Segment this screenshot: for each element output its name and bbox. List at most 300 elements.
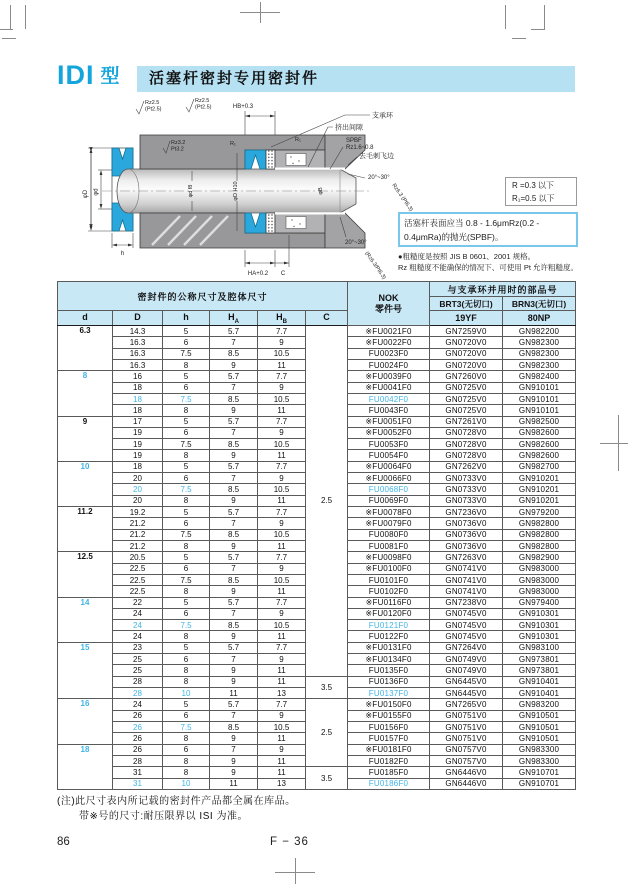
column-header-d: d [58,311,113,326]
cell-nok-part-number: ※FU0131F0 [348,642,430,653]
cell-D: 21.2 [113,540,163,551]
cell-ha: 9 [210,676,258,687]
cell-c: 2.5 [306,326,348,677]
cell-nok-part-number: ※FU0039F0 [348,371,430,382]
surface-finish-note-box [398,212,578,247]
cell-h: 5 [163,326,210,337]
cell-ha: 11 [210,778,258,789]
cell-d: 18 [58,744,113,789]
cell-brn3-part-number: GN982800 [503,529,576,540]
cell-h: 7.5 [163,439,210,450]
chamfer-angle-bottom: 20°~30° [345,240,367,246]
registration-mark [10,5,11,29]
registration-mark [512,38,526,39]
cell-brn3-part-number: GN983300 [503,755,576,766]
cell-ha: 7 [210,563,258,574]
cell-brt3-part-number: GN0728V0 [430,450,503,461]
cell-nok-part-number: ※FU0120F0 [348,608,430,619]
registration-mark [25,5,26,29]
cell-D: 26 [113,710,163,721]
cell-brt3-part-number: GN7263V0 [430,552,503,563]
cell-h: 5 [163,507,210,518]
cell-nok-part-number: ※FU0022F0 [348,337,430,348]
dimension-table [57,281,576,790]
cell-brn3-part-number: GN982600 [503,450,576,461]
cell-h: 8 [163,665,210,676]
cell-D: 28 [113,755,163,766]
svg-text:(Pt2.5): (Pt2.5) [195,104,212,111]
cell-h: 8 [163,733,210,744]
cell-hb: 10.5 [258,574,306,585]
cell-ha: 9 [210,495,258,506]
cell-hb: 11 [258,405,306,416]
cell-D: 26 [113,721,163,732]
cell-brt3-part-number: GN0749V0 [430,654,503,665]
footnote-line2: 带※号的尺寸:耐压限界以 ISI 为准。 [79,811,248,822]
cell-h: 5 [163,461,210,472]
registration-mark [295,858,296,884]
dim-label-od: φD [83,189,89,199]
cell-hb: 11 [258,540,306,551]
registration-mark [544,5,545,29]
table-body [58,326,576,790]
cell-ha: 7 [210,608,258,619]
cell-hb: 11 [258,676,306,687]
cell-brt3-part-number: GN0733V0 [430,473,503,484]
cell-h: 7.5 [163,348,210,359]
cell-brt3-part-number: GN0749V0 [430,665,503,676]
cell-D: 24 [113,608,163,619]
cell-D: 14.3 [113,326,163,337]
chamfer-finish-bottom: (Rz6.3/Pt6.3) [363,250,387,281]
cell-d: 10 [58,461,113,506]
cell-hb: 10.5 [258,439,306,450]
cell-brt3-part-number: GN7261V0 [430,416,503,427]
finish-symbol-2: Rz2.5 [195,98,210,104]
cell-brn3-part-number: GN910301 [503,620,576,631]
model-code: IDI [57,60,95,90]
cell-d: 6.3 [58,326,113,371]
cell-D: 21.2 [113,518,163,529]
cell-nok-part-number: FU0043F0 [348,405,430,416]
cell-h: 8 [163,755,210,766]
cell-h: 10 [163,778,210,789]
shaft-dim-2: φD H10 [233,181,239,201]
cell-d: 15 [58,642,113,699]
cell-brn3-part-number: GN983000 [503,586,576,597]
cell-hb: 11 [258,665,306,676]
cell-brn3-part-number: GN910101 [503,405,576,416]
cell-h: 6 [163,608,210,619]
cell-nok-part-number: ※FU0181F0 [348,744,430,755]
cell-nok-part-number: ※FU0051F0 [348,416,430,427]
cell-h: 8 [163,540,210,551]
cell-ha: 9 [210,359,258,370]
roughness-note-line1: ●粗糙度是按照 JIS B 0601、2001 规格。 [398,252,536,261]
cell-d: 8 [58,371,113,416]
cell-D: 19 [113,439,163,450]
cell-D: 26 [113,733,163,744]
cell-hb: 10.5 [258,529,306,540]
shaft-dim-3: φB [318,187,324,195]
cell-D: 25 [113,665,163,676]
cell-ha: 9 [210,631,258,642]
cell-hb: 7.7 [258,461,306,472]
cell-brn3-part-number: GN910501 [503,721,576,732]
cell-brt3-part-number: GN7264V0 [430,642,503,653]
group-header-backup: 与支承环并用时的部品号 [430,282,576,297]
column-header-ha: $H_A$ [210,311,258,326]
cell-ha: 7 [210,744,258,755]
cell-nok-part-number: FU0156F0 [348,721,430,732]
cell-h: 5 [163,416,210,427]
cell-nok-part-number: FU0185F0 [348,767,430,778]
cell-brn3-part-number: GN910401 [503,688,576,699]
cell-h: 7.5 [163,574,210,585]
cell-D: 20 [113,473,163,484]
cell-hb: 9 [258,382,306,393]
cell-hb: 10.5 [258,393,306,404]
cell-ha: 8.5 [210,393,258,404]
cell-D: 17 [113,416,163,427]
cell-brn3-part-number: GN910201 [503,473,576,484]
table-row [58,676,576,687]
cell-brt3-part-number: GN7265V0 [430,699,503,710]
registration-mark [260,2,261,23]
cell-ha: 8.5 [210,484,258,495]
cell-h: 8 [163,405,210,416]
cell-D: 18 [113,393,163,404]
backup-ring-top [266,150,275,169]
cell-ha: 8.5 [210,620,258,631]
cell-h: 8 [163,767,210,778]
cell-ha: 11 [210,688,258,699]
page-number: 86 [57,836,70,848]
cell-h: 6 [163,337,210,348]
cell-hb: 13 [258,688,306,699]
cell-brn3-part-number: GN982800 [503,540,576,551]
cell-hb: 7.7 [258,552,306,563]
cell-nok-part-number: FU0069F0 [348,495,430,506]
group-header-dimensions: 密封件的公称尺寸及腔体尺寸 [58,282,348,311]
cell-hb: 11 [258,733,306,744]
cell-brn3-part-number: GN910501 [503,733,576,744]
column-header-D: D [113,311,163,326]
cell-h: 8 [163,450,210,461]
cell-D: 24 [113,631,163,642]
cell-d: 11.2 [58,507,113,552]
cell-h: 6 [163,710,210,721]
cell-brt3-part-number: GN7260V0 [430,371,503,382]
cell-brn3-part-number: GN910201 [503,495,576,506]
cell-nok-part-number: ※FU0100F0 [348,563,430,574]
cell-nok-part-number: FU0054F0 [348,450,430,461]
cell-ha: 7 [210,427,258,438]
column-header-h: h [163,311,210,326]
cell-hb: 9 [258,744,306,755]
cell-brn3-part-number: GN982600 [503,439,576,450]
dim-label-c: C [280,271,286,277]
cell-brn3-part-number: GN982800 [503,518,576,529]
cell-d: 14 [58,597,113,642]
cell-ha: 8.5 [210,439,258,450]
cell-c: 3.5 [306,767,348,790]
cell-D: 18 [113,382,163,393]
cell-ha: 5.7 [210,416,258,427]
chamfer-angle-top: 20°~30° [368,175,390,181]
cell-brn3-part-number: GN910101 [503,393,576,404]
column-header-hb: $H_B$ [258,311,306,326]
cell-nok-part-number: FU0136F0 [348,676,430,687]
svg-text:Pt3.2: Pt3.2 [171,146,184,153]
column-header-nok: NOK 零件号 [348,282,430,326]
cell-hb: 9 [258,427,306,438]
cell-nok-part-number: ※FU0098F0 [348,552,430,563]
cell-h: 6 [163,654,210,665]
cell-nok-part-number: ※FU0150F0 [348,699,430,710]
cell-D: 22.5 [113,574,163,585]
cell-hb: 11 [258,450,306,461]
cell-D: 24 [113,699,163,710]
cell-D: 28 [113,688,163,699]
cell-brn3-part-number: GN983200 [503,699,576,710]
cell-D: 24 [113,620,163,631]
cell-hb: 9 [258,518,306,529]
cell-ha: 5.7 [210,552,258,563]
cell-hb: 11 [258,767,306,778]
cell-brn3-part-number: GN982900 [503,552,576,563]
cell-hb: 9 [258,654,306,665]
cell-h: 5 [163,699,210,710]
cell-c: 2.5 [306,699,348,767]
cell-ha: 5.7 [210,507,258,518]
backup-ring-label: 支承环 [372,112,393,120]
registration-mark [600,443,628,444]
cell-ha: 7 [210,654,258,665]
cell-ha: 7 [210,473,258,484]
roughness-notes [398,251,626,273]
cell-brt3-part-number: GN0733V0 [430,484,503,495]
cell-brn3-part-number: GN982600 [503,427,576,438]
cell-h: 8 [163,495,210,506]
cell-ha: 8.5 [210,529,258,540]
cell-h: 5 [163,552,210,563]
radius-label-2: R₁ [295,137,301,143]
cell-ha: 9 [210,586,258,597]
cell-hb: 7.7 [258,507,306,518]
cell-hb: 10.5 [258,348,306,359]
cell-d: 12.5 [58,552,113,597]
cell-ha: 9 [210,540,258,551]
cell-brn3-part-number: GN983100 [503,642,576,653]
cell-D: 18 [113,405,163,416]
cell-brt3-part-number: GN0751V0 [430,733,503,744]
cell-brt3-part-number: GN0741V0 [430,563,503,574]
cell-h: 7.5 [163,393,210,404]
dim-label-id: φd [93,188,100,196]
cell-h: 6 [163,518,210,529]
cell-nok-part-number: ※FU0021F0 [348,326,430,337]
cell-brn3-part-number: GN979400 [503,597,576,608]
cell-D: 28 [113,676,163,687]
cell-ha: 9 [210,755,258,766]
radius-note-box [505,177,577,206]
radius-label-1: R₁ [230,141,236,147]
cell-ha: 7 [210,382,258,393]
cell-ha: 5.7 [210,597,258,608]
cell-nok-part-number: ※FU0155F0 [348,710,430,721]
cell-brt3-part-number: GN0720V0 [430,359,503,370]
cell-D: 16.3 [113,337,163,348]
column-header-19yf: 19YF [430,311,503,326]
cell-h: 8 [163,359,210,370]
cell-D: 18 [113,461,163,472]
cell-h: 6 [163,744,210,755]
backup-ring-bottom [266,213,275,233]
table-row [58,699,576,710]
cell-h: 6 [163,473,210,484]
cell-hb: 11 [258,586,306,597]
cell-D: 16 [113,371,163,382]
cell-brt3-part-number: GN0741V0 [430,574,503,585]
cell-D: 16.3 [113,348,163,359]
cell-D: 22.5 [113,586,163,597]
table-row [58,326,576,337]
cell-hb: 9 [258,710,306,721]
cell-nok-part-number: FU0101F0 [348,574,430,585]
registration-mark [531,29,545,30]
cell-ha: 9 [210,733,258,744]
cell-brn3-part-number: GN910501 [503,710,576,721]
cell-brn3-part-number: GN910301 [503,608,576,619]
cell-D: 19.2 [113,507,163,518]
cell-brt3-part-number: GN0725V0 [430,382,503,393]
cell-brt3-part-number: GN0736V0 [430,518,503,529]
cell-nok-part-number: FU0080F0 [348,529,430,540]
cell-h: 6 [163,427,210,438]
finish-symbol-inner: Rz3.2 [171,140,186,146]
cell-brt3-part-number: GN0757V0 [430,744,503,755]
column-header-brn3: BRN3(无切口) [503,297,576,311]
cell-brn3-part-number: GN910701 [503,778,576,789]
cell-D: 22.5 [113,563,163,574]
cell-h: 7.5 [163,529,210,540]
footnote-line1: (注)此尺寸表内所记载的密封件产品都全属在库品。 [57,796,296,807]
spbf-label: SPBF [346,138,362,144]
cell-ha: 7 [210,710,258,721]
seal-installed-top [245,150,266,169]
shaft-dim-1: φd f8 [188,184,194,198]
cell-brt3-part-number: GN0736V0 [430,540,503,551]
svg-text:(Pt2.5): (Pt2.5) [145,106,162,113]
svg-text:Rz1.6~0.8: Rz1.6~0.8 [346,145,374,151]
cell-nok-part-number: FU0122F0 [348,631,430,642]
footnotes [57,794,296,824]
extrusion-gap-label: 挤出间隙 [335,124,363,132]
cell-brt3-part-number: GN0725V0 [430,405,503,416]
cell-D: 20.5 [113,552,163,563]
radius-note-line1: R =0.3 以下 [512,181,555,190]
cell-brt3-part-number: GN0720V0 [430,348,503,359]
cell-brt3-part-number: GN0751V0 [430,710,503,721]
cell-ha: 5.7 [210,642,258,653]
cell-h: 7.5 [163,620,210,631]
cell-brn3-part-number: GN910401 [503,676,576,687]
cell-h: 5 [163,371,210,382]
cell-brn3-part-number: GN982700 [503,461,576,472]
cell-brn3-part-number: GN983300 [503,744,576,755]
cell-hb: 10.5 [258,721,306,732]
surface-finish-note: 活塞杆表面应当 0.8 - 1.6μmRz(0.2 - 0.4μmRa)的抛光(SPBF)。 [404,218,540,242]
cell-ha: 9 [210,405,258,416]
cell-brt3-part-number: GN6445V0 [430,676,503,687]
cell-brn3-part-number: GN973801 [503,665,576,676]
dim-label-hb: HB+0.3 [232,104,254,110]
cell-D: 20 [113,495,163,506]
cell-c: 3.5 [306,676,348,699]
cell-brn3-part-number: GN982300 [503,359,576,370]
cell-nok-part-number: ※FU0079F0 [348,518,430,529]
dim-label-h: h [120,251,125,257]
cell-nok-part-number: FU0121F0 [348,620,430,631]
finish-symbol-1: Rz2.5 [145,100,160,106]
cell-hb: 11 [258,495,306,506]
cell-h: 6 [163,382,210,393]
cell-nok-part-number: ※FU0064F0 [348,461,430,472]
deburr-label: 去毛刺飞边 [359,153,394,160]
cell-ha: 5.7 [210,699,258,710]
cell-nok-part-number: ※FU0078F0 [348,507,430,518]
cell-hb: 11 [258,755,306,766]
cell-nok-part-number: FU0024F0 [348,359,430,370]
cell-hb: 11 [258,359,306,370]
cell-hb: 9 [258,473,306,484]
cell-D: 21.2 [113,529,163,540]
cell-h: 7.5 [163,721,210,732]
cell-ha: 5.7 [210,461,258,472]
cell-nok-part-number: FU0102F0 [348,586,430,597]
registration-mark [275,872,315,873]
cell-brn3-part-number: GN910101 [503,382,576,393]
cell-brt3-part-number: GN0728V0 [430,427,503,438]
cell-nok-part-number: ※FU0052F0 [348,427,430,438]
cell-brt3-part-number: GN0757V0 [430,755,503,766]
cell-nok-part-number: ※FU0116F0 [348,597,430,608]
roughness-note-line2: Rz 粗糙度不能确保的情况下、可使用 Pt 允许粗糙度。 [398,263,579,272]
cell-brn3-part-number: GN982300 [503,348,576,359]
registration-mark [0,29,13,30]
registration-mark [2,38,16,39]
cell-hb: 7.7 [258,371,306,382]
model-suffix: 型 [100,66,121,87]
banner-title: 活塞杆密封专用密封件 [149,70,320,87]
cell-d: 9 [58,416,113,461]
cell-D: 31 [113,767,163,778]
cell-nok-part-number: FU0068F0 [348,484,430,495]
cell-ha: 9 [210,665,258,676]
cell-brn3-part-number: GN910701 [503,767,576,778]
cell-brt3-part-number: GN7236V0 [430,507,503,518]
cell-h: 5 [163,597,210,608]
cell-d: 16 [58,699,113,744]
dim-label-ha: HA+0.2 [247,271,269,277]
cell-ha: 7 [210,518,258,529]
cell-brt3-part-number: GN6445V0 [430,688,503,699]
cell-brt3-part-number: GN7259V0 [430,326,503,337]
cell-ha: 5.7 [210,371,258,382]
cell-ha: 7 [210,337,258,348]
cell-brt3-part-number: GN0745V0 [430,608,503,619]
